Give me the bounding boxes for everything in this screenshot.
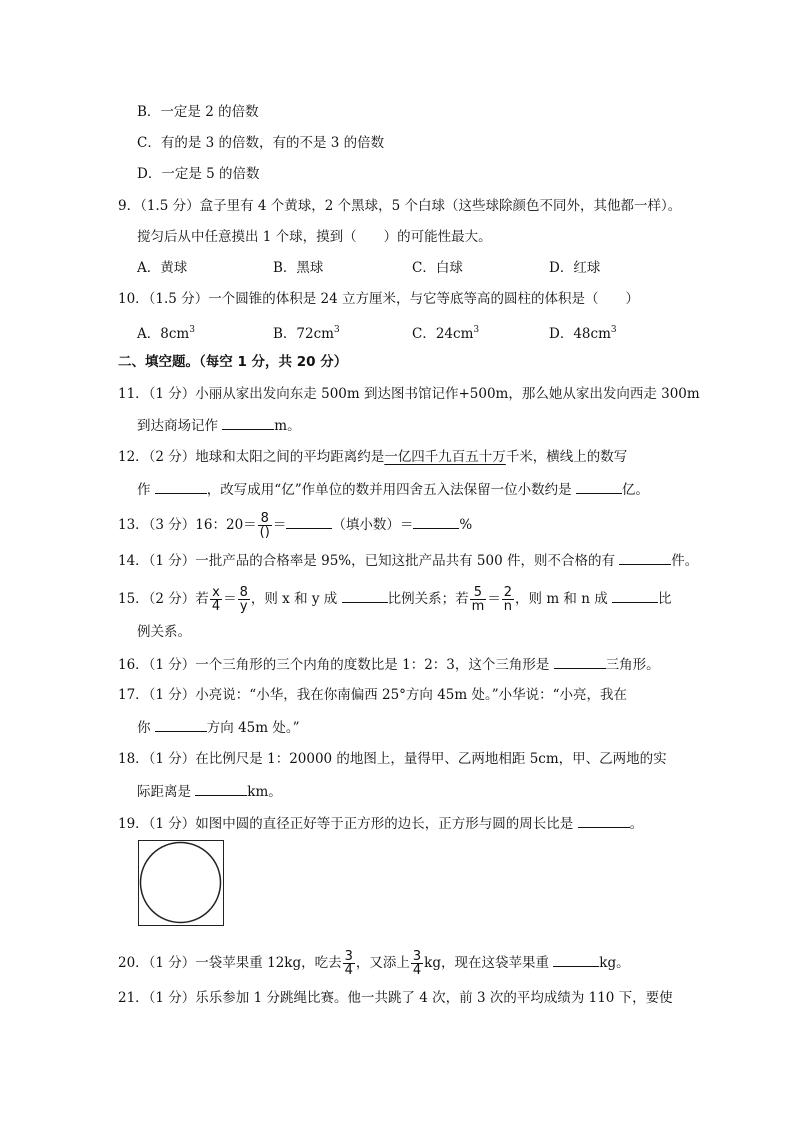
q13-fraction: $\frac{8}{()}$ <box>259 511 270 540</box>
q9-line2: 搅匀后从中任意摸出 1 个球，摸到（ ）的可能性最大。 <box>137 229 492 245</box>
q15-blank-1[interactable] <box>342 587 388 603</box>
q19-blank[interactable] <box>578 812 630 828</box>
q8-option-b: B．一定是 2 的倍数 <box>137 104 259 120</box>
q9-option-d: D．红球 <box>549 260 601 276</box>
q17-line1: 17．（1 分）小亮说：“小华，我在你南偏西 25°方向 45m 处。”小华说：“小亮，我在 <box>118 687 628 703</box>
q10-option-b: B．$72cm^3$ <box>273 325 340 342</box>
q9-option-a: A．黄球 <box>137 260 188 276</box>
q12-line2: 作 ，改写成用“亿”作单位的数并用四舍五入法保留一位小数约是 亿。 <box>137 478 649 500</box>
q13-blank-1[interactable] <box>286 513 332 529</box>
q18-line1: 18．（1 分）在比例尺是 1：20000 的地图上，量得甲、乙两地相距 5cm，甲、乙两地的实 <box>118 751 667 767</box>
q12-blank-2[interactable] <box>576 478 622 494</box>
q9-line1: 9．（1.5 分）盒子里有 4 个黄球，2 个黑球，5 个白球（这些球除颜色不同外，其他都一样）。 <box>118 198 682 214</box>
q8-option-c: C．有的是 3 的倍数，有的不是 3 的倍数 <box>137 135 385 151</box>
q11-blank[interactable] <box>222 414 274 430</box>
q10-text: 10．（1.5 分）一个圆锥的体积是 24 立方厘米，与它等底等高的圆柱的体积是（ ） <box>118 291 639 307</box>
q17-blank[interactable] <box>155 716 207 732</box>
q20-blank[interactable] <box>553 951 599 967</box>
q15-line2: 例关系。 <box>137 624 191 640</box>
q20: 20．（1 分）一袋苹果重 12kg，吃去 $\frac{3}{4}$ ，又添上 $\frac{3}{4}$ kg，现在这袋苹果重 kg。 <box>118 949 630 978</box>
inscribed-circle <box>141 843 221 923</box>
q12-blank-1[interactable] <box>155 478 207 494</box>
q8-option-d: D．一定是 5 的倍数 <box>137 166 260 182</box>
q18-line2: 际距离是 km。 <box>137 780 282 802</box>
q15-line1: 15．（2 分）若 $\frac{x}{4}$ ＝ $\frac{8}{y}$ ，则 x 和 y 成 比例关系；若 $\frac{5}{m}$ ＝ $\frac{2}{n}$ ，则 m 和 n 成 比 <box>118 585 672 614</box>
q11-line1: 11．（1 分）小丽从家出发向东走 500m 到达图书馆记作+500m，那么她从家出发向西走 300m <box>118 386 700 402</box>
section-title: 二、填空题。（每空 1 分，共 20 分） <box>118 354 348 370</box>
q12-line1: 12．（2 分）地球和太阳之间的平均距离约是一亿四千九百五十万千米，横线上的数写 <box>118 449 628 465</box>
q21-line1: 21．（1 分）乐乐参加 1 分跳绳比赛。他一共跳了 4 次，前 3 次的平均成绩为 110 下，要使 <box>118 990 673 1006</box>
q9-option-c: C．白球 <box>412 260 463 276</box>
q13: 13．（3 分）16：20＝ $\frac{8}{()}$ ＝ （填小数）＝ % <box>118 511 473 540</box>
q11-line2: 到达商场记作 m。 <box>137 414 301 436</box>
q14-blank[interactable] <box>619 549 671 565</box>
q17-line2: 你 方向 45m 处。” <box>137 716 300 738</box>
q16-blank[interactable] <box>554 653 606 669</box>
q19: 19．（1 分）如图中圆的直径正好等于正方形的边长，正方形与圆的周长比是 。 <box>118 812 643 834</box>
q10-option-a: A．$8cm^3$ <box>137 325 195 342</box>
q9-option-b: B．黑球 <box>273 260 324 276</box>
square-circle-figure <box>138 840 224 926</box>
q16: 16．（1 分）一个三角形的三个内角的度数比是 1：2：3，这个三角形是 三角形。 <box>118 653 660 675</box>
circle-in-square-drawing <box>139 841 222 924</box>
q18-blank[interactable] <box>195 780 247 796</box>
q10-option-c: C．$24cm^3$ <box>412 325 480 342</box>
q14: 14．（1 分）一批产品的合格率是 95%，已知这批产品共有 500 件，则不合格的有 件。 <box>118 549 698 571</box>
q15-blank-2[interactable] <box>612 587 658 603</box>
q13-blank-2[interactable] <box>413 513 459 529</box>
q10-option-d: D．$48cm^3$ <box>549 325 617 342</box>
